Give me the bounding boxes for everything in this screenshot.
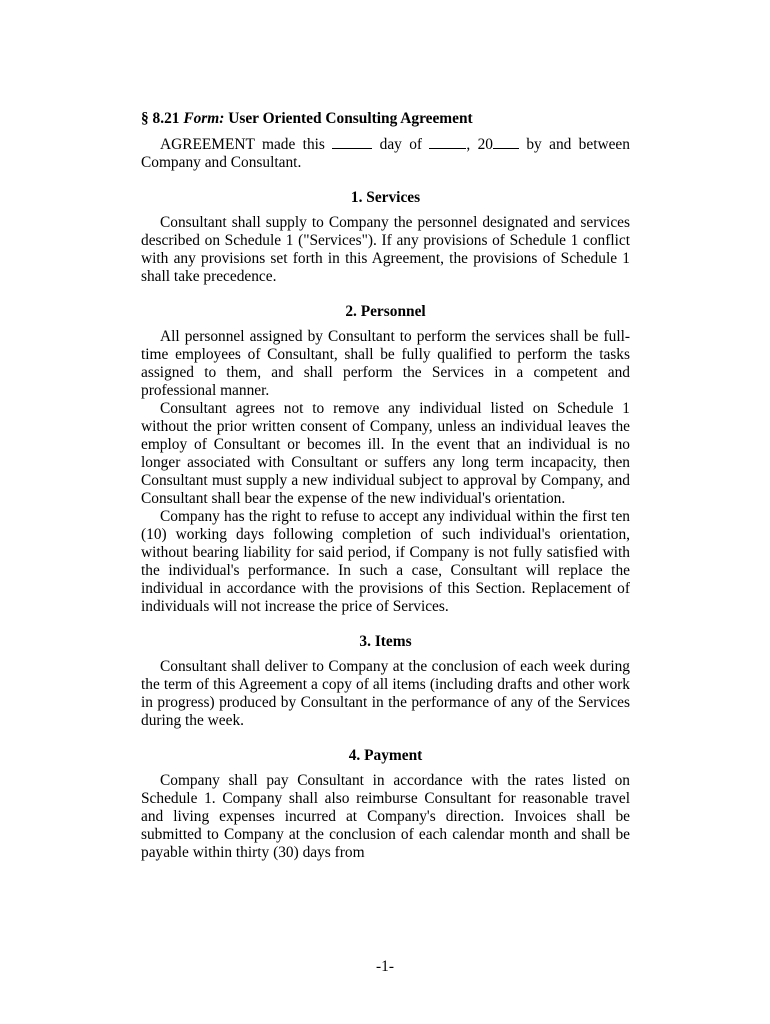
personnel-paragraph-1: All personnel assigned by Consultant to perform the services shall be full-time employees of Consultant, shall be fully qualified to perform the tasks assigned to them, and shall perform the Services in a competent and professional manner. [141,328,630,399]
intro-part-1: AGREEMENT made this [160,136,325,153]
intro-part-3: , 20 [466,136,493,153]
section-heading-payment: 4. Payment [348,747,423,764]
year-blank [493,136,519,149]
title-text: User Oriented Consulting Agreement [228,110,473,127]
personnel-paragraph-2: Consultant agrees not to remove any individual listed on Schedule 1 without the prior written consent of Company, unless an individual leaves the employ of Consultant or becomes ill. In the event that an individual is no longer associated with Consultant or suffers any long term incapacity, then Consultant must supply a new individual subject to approval by Company, and Consultant shall bear the expense of the new individual's orientation. [141,400,630,507]
payment-paragraph-1: Company shall pay Consultant in accordance with the rates listed on Schedule 1. Company shall also reimburse Consultant for reasonable travel and living expenses incurred at Company's direction. Invoices shall be submitted to Company at the conclusion of each calendar month and shall be payable within thirty (30) days from [141,772,630,861]
intro-paragraph [141,136,630,172]
month-blank [429,136,466,149]
section-number: § 8.21 [141,110,180,127]
items-paragraph-1: Consultant shall deliver to Company at the conclusion of each week during the term of this Agreement a copy of all items (including drafts and other work in progress) produced by Consultant in the performance of any of the Services during the week. [141,658,630,729]
document-page [141,110,630,862]
section-heading-items: 3. Items [359,633,412,650]
document-title [141,110,630,128]
intro-part-4: by and between Company and Consultant. [141,136,630,171]
section-heading-services: 1. Services [350,189,421,206]
day-blank [332,136,372,149]
section-heading-personnel: 2. Personnel [345,303,426,320]
page-number: -1- [376,958,394,975]
personnel-paragraph-3: Company has the right to refuse to accept any individual within the first ten (10) working days following completion of such individual's orientation, without bearing liability for said period, if Company is not fully satisfied with the individual's performance. In such a case, Consultant will replace the individual in accordance with the provisions of this Section. Replacement of individuals will not increase the price of Services. [141,508,630,615]
form-label: Form: [183,110,225,127]
services-paragraph-1: Consultant shall supply to Company the personnel designated and services described on Schedule 1 ("Services"). If any provisions of Schedule 1 conflict with any provisions set forth in this Agreement, the provisions of Schedule 1 shall take precedence. [141,214,630,285]
intro-part-2: day of [379,136,423,153]
